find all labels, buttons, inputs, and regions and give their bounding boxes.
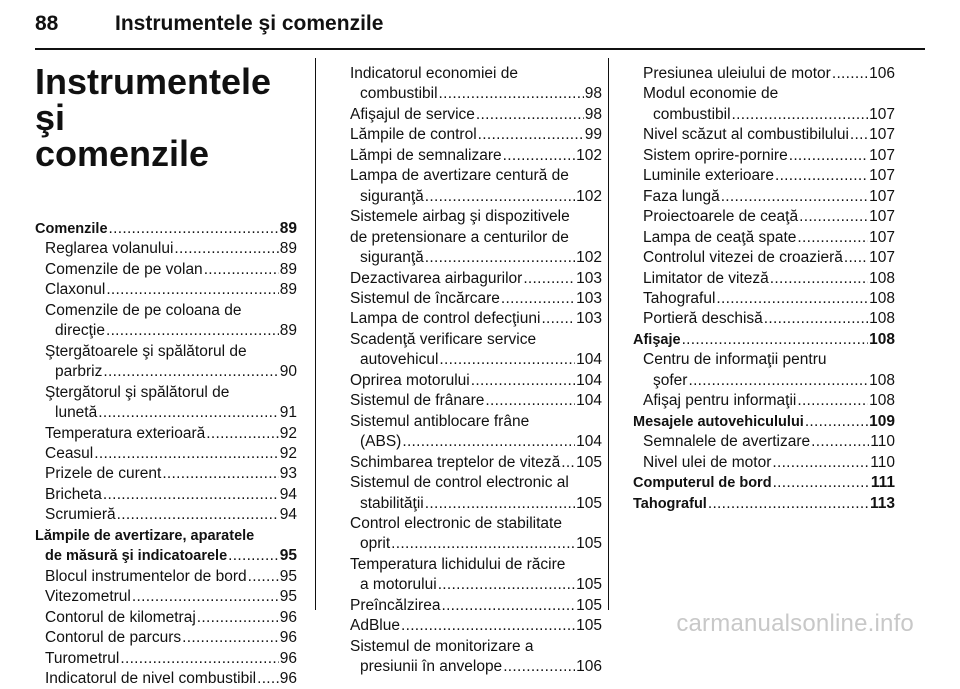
watermark: carmanualsonline.info — [676, 610, 914, 637]
dot-leader — [103, 362, 278, 382]
toc-page-number: 107 — [869, 187, 895, 205]
toc-entry-title-line: Temperatura lichidului de răcire — [350, 555, 566, 573]
dot-leader — [485, 391, 575, 411]
toc-entry-title: Lampa de control defecţiuni — [350, 310, 541, 328]
dot-leader — [561, 453, 575, 473]
toc-entry-title: oprit — [360, 535, 391, 553]
toc-column-3 — [633, 64, 895, 514]
toc-column-1 — [35, 61, 297, 689]
toc-entry[interactable] — [340, 125, 602, 145]
toc-entry[interactable] — [633, 166, 895, 186]
toc-page-number: 107 — [869, 105, 895, 123]
dot-leader — [764, 309, 868, 329]
dot-leader — [439, 350, 575, 370]
dot-leader — [523, 269, 575, 289]
toc-entry-title: Schimbarea treptelor de viteză — [350, 453, 561, 471]
toc-page-number: 96 — [279, 629, 297, 647]
toc-entry-title: Sistemul de încărcare — [350, 289, 500, 307]
dot-leader — [94, 444, 279, 464]
dot-leader — [811, 432, 869, 452]
toc-entry-title: Comenzile de pe volan — [45, 260, 203, 278]
dot-leader — [832, 64, 868, 84]
toc-page-number: 95 — [279, 567, 297, 585]
toc-entry[interactable] — [633, 64, 895, 84]
toc-entry-title: Reglarea volanului — [45, 240, 174, 258]
toc-entry[interactable] — [340, 596, 602, 616]
dot-leader — [541, 309, 575, 329]
dot-leader — [850, 125, 868, 145]
toc-page-number: 95 — [279, 588, 297, 606]
toc-page-number: 107 — [869, 208, 895, 226]
toc-entry-title: Mesajele autovehiculului — [633, 413, 804, 430]
toc-entry[interactable] — [35, 239, 297, 259]
toc-entry[interactable] — [633, 350, 895, 391]
dot-leader — [688, 371, 868, 391]
toc-entry[interactable] — [35, 628, 297, 648]
toc-entries-1 — [35, 219, 297, 689]
toc-entry-title: direcţie — [55, 322, 105, 340]
toc-entry[interactable] — [340, 616, 602, 636]
dot-leader — [391, 534, 575, 554]
toc-entry[interactable] — [35, 587, 297, 607]
toc-page-number: 108 — [869, 392, 895, 410]
toc-entry[interactable] — [633, 269, 895, 289]
toc-page-number: 105 — [576, 535, 602, 553]
toc-entry-title: Proiectoarele de ceaţă — [643, 208, 799, 226]
dot-leader — [103, 485, 279, 505]
dot-leader — [401, 616, 575, 636]
toc-entry-title: Limitator de viteză — [643, 269, 769, 287]
column-divider-2 — [608, 58, 609, 610]
toc-entry-title: Contorul de parcurs — [45, 629, 182, 647]
toc-entry[interactable] — [633, 125, 895, 145]
toc-entry-title: Afişaj pentru informaţii — [643, 392, 797, 410]
toc-section-entry[interactable] — [35, 219, 297, 239]
toc-page-number: 103 — [576, 289, 602, 307]
dot-leader — [206, 424, 279, 444]
dot-leader — [478, 125, 584, 145]
toc-entry[interactable] — [340, 289, 602, 309]
toc-section-entry[interactable] — [633, 494, 895, 514]
toc-page-number: 108 — [869, 330, 895, 348]
toc-page-number: 107 — [869, 146, 895, 164]
toc-entry[interactable] — [35, 567, 297, 587]
toc-entry[interactable] — [633, 187, 895, 207]
toc-entry-title: Contorul de kilometraj — [45, 608, 196, 626]
toc-page-number: 108 — [869, 371, 895, 389]
dot-leader — [770, 269, 868, 289]
toc-entry-title: Semnalele de avertizare — [643, 433, 811, 451]
toc-page-number: 99 — [584, 126, 602, 144]
dot-leader — [476, 105, 584, 125]
dot-leader — [471, 371, 575, 391]
toc-entry[interactable] — [633, 432, 895, 452]
toc-entry[interactable] — [35, 383, 297, 424]
header-rule — [35, 48, 925, 50]
dot-leader — [797, 228, 868, 248]
dot-leader — [775, 166, 868, 186]
toc-page-number: 92 — [279, 424, 297, 442]
toc-entry[interactable] — [633, 248, 895, 268]
toc-page-number: 104 — [576, 351, 602, 369]
toc-entry-title: Dezactivarea airbagurilor — [350, 269, 523, 287]
dot-leader — [789, 146, 868, 166]
toc-entry-title: Lampa de ceaţă spate — [643, 228, 797, 246]
toc-entry-title-line: Lămpile de avertizare, aparatele — [35, 527, 255, 544]
chapter-title — [35, 61, 297, 174]
toc-entry-title: Faza lungă — [643, 187, 720, 205]
toc-entry-title-line: Scadenţă verificare service — [350, 330, 537, 348]
toc-entry[interactable] — [35, 444, 297, 464]
toc-entry[interactable] — [35, 260, 297, 280]
toc-entry-title: Prizele de curent — [45, 465, 162, 483]
toc-entry-title: Tahograful — [643, 289, 716, 307]
toc-entry-title: siguranţă — [360, 249, 424, 267]
toc-entry-title: a motorului — [360, 576, 437, 594]
toc-page-number: 108 — [869, 310, 895, 328]
toc-page-number: 105 — [576, 576, 602, 594]
toc-page-number: 96 — [279, 608, 297, 626]
dot-leader — [438, 575, 575, 595]
toc-page-number: 89 — [279, 322, 297, 340]
toc-section-entry[interactable] — [633, 330, 895, 350]
dot-leader — [248, 567, 279, 587]
dot-leader — [162, 464, 278, 484]
toc-entry-title: Lămpile de control — [350, 126, 477, 144]
toc-entry-title: Bricheta — [45, 485, 102, 503]
toc-section-entry[interactable] — [633, 473, 895, 493]
page-header — [35, 4, 925, 44]
toc-entry-title: combustibil — [360, 85, 438, 103]
toc-page-number: 94 — [279, 485, 297, 503]
toc-entry[interactable] — [633, 84, 895, 125]
toc-page-number: 94 — [279, 506, 297, 524]
toc-entry[interactable] — [340, 514, 602, 555]
toc-entry-title: lunetă — [55, 404, 98, 422]
toc-entry-title: Indicatorul de nivel combustibil — [45, 669, 257, 687]
toc-entry-title: Luminile exterioare — [643, 167, 774, 185]
dot-leader — [120, 649, 278, 669]
toc-entry-title-line: Sistemul de control electronic al — [350, 474, 569, 492]
toc-entry[interactable] — [340, 555, 602, 596]
toc-entry-title: Comenzile — [35, 221, 108, 237]
column-divider-1 — [315, 58, 316, 610]
dot-leader — [425, 494, 575, 514]
toc-entry-title: Oprirea motorului — [350, 371, 470, 389]
toc-entry[interactable] — [35, 649, 297, 669]
dot-leader — [797, 391, 868, 411]
toc-entry[interactable] — [340, 473, 602, 514]
toc-entry-title: Afişaje — [633, 331, 681, 348]
toc-entry-title: combustibil — [653, 105, 731, 123]
dot-leader — [204, 260, 279, 280]
toc-entry-title-line: Sistemul de monitorizare a — [350, 637, 534, 655]
toc-page-number: 109 — [869, 412, 895, 430]
dot-leader — [425, 187, 575, 207]
toc-entry-title: AdBlue — [350, 617, 400, 635]
dot-leader — [441, 596, 575, 616]
toc-entry-title: Nivel ulei de motor — [643, 453, 772, 471]
toc-entry[interactable] — [340, 269, 602, 289]
toc-entry[interactable] — [340, 105, 602, 125]
toc-section-entry[interactable] — [633, 412, 895, 432]
toc-entry-title: Nivel scăzut al combustibilului — [643, 126, 849, 144]
toc-page-number: 89 — [279, 260, 297, 278]
toc-entry-title: Vitezometrul — [45, 588, 131, 606]
toc-entry[interactable] — [35, 608, 297, 628]
toc-page-number: 105 — [576, 453, 602, 471]
toc-entry[interactable] — [35, 485, 297, 505]
toc-column-2 — [340, 64, 602, 678]
chapter-title-line-1: Instrumentele şi — [35, 61, 272, 138]
toc-page-number: 105 — [576, 596, 602, 614]
toc-page-number: 102 — [576, 249, 602, 267]
toc-page-number: 111 — [870, 474, 895, 492]
toc-page-number: 106 — [576, 658, 602, 676]
toc-entry-title: Scrumieră — [45, 506, 116, 524]
toc-entry[interactable] — [340, 207, 602, 268]
toc-entry-title: Presiunea uleiului de motor — [643, 65, 831, 82]
dot-leader — [708, 494, 869, 514]
toc-entry[interactable] — [35, 280, 297, 300]
toc-page-number: 110 — [870, 453, 895, 471]
toc-page-number: 93 — [279, 465, 297, 483]
toc-entries-2 — [340, 64, 602, 678]
dot-leader — [109, 219, 279, 239]
toc-entry[interactable] — [35, 669, 297, 689]
toc-entry-title-line: Sistemele airbag şi dispozitivele — [350, 208, 570, 226]
dot-leader — [174, 239, 278, 259]
dot-leader — [106, 280, 278, 300]
toc-entry[interactable] — [35, 424, 297, 444]
toc-entry-title: Temperatura exterioară — [45, 424, 206, 442]
toc-entry-title: Preîncălzirea — [350, 596, 441, 614]
toc-page-number: 98 — [584, 85, 602, 103]
toc-page-number: 96 — [279, 669, 297, 687]
page-number: 88 — [35, 12, 59, 35]
toc-page-number: 113 — [869, 494, 895, 512]
toc-entry[interactable] — [340, 166, 602, 207]
toc-entry[interactable] — [35, 342, 297, 383]
toc-page-number: 105 — [576, 494, 602, 512]
toc-entry[interactable] — [340, 330, 602, 371]
dot-leader — [439, 84, 584, 104]
toc-entry-title: Blocul instrumentelor de bord — [45, 567, 247, 585]
toc-entry[interactable] — [35, 301, 297, 342]
toc-entry[interactable] — [340, 637, 602, 678]
toc-entry-title: Computerul de bord — [633, 475, 772, 492]
toc-entries-3 — [633, 64, 895, 514]
toc-page-number: 102 — [576, 187, 602, 205]
toc-entry[interactable] — [35, 464, 297, 484]
toc-page-number: 110 — [870, 433, 895, 451]
toc-entry-title-line: Comenzile de pe coloana de — [45, 301, 242, 319]
toc-entry-title: presiunii în anvelope — [360, 658, 503, 676]
toc-entry-title: Portieră deschisă — [643, 310, 763, 328]
dot-leader — [106, 321, 279, 341]
running-title: Instrumentele şi comenzile — [115, 12, 384, 35]
toc-entry[interactable] — [633, 228, 895, 248]
toc-entry-title: siguranţă — [360, 187, 424, 205]
dot-leader — [197, 608, 279, 628]
toc-entry-title: Sistem oprire-pornire — [643, 146, 788, 164]
toc-page-number: 108 — [869, 269, 895, 287]
chapter-title-line-2: comenzile — [35, 133, 210, 174]
dot-leader — [182, 628, 279, 648]
toc-entry[interactable] — [340, 309, 602, 329]
toc-entry-title: Sistemul de frânare — [350, 392, 485, 410]
toc-entry-title: şofer — [653, 371, 688, 389]
toc-entry[interactable] — [633, 309, 895, 329]
toc-section-entry[interactable] — [35, 526, 297, 567]
dot-leader — [425, 248, 575, 268]
toc-entry-title: Claxonul — [45, 281, 106, 299]
toc-entry-title: Turometrul — [45, 649, 120, 667]
toc-page-number: 102 — [576, 146, 602, 164]
dot-leader — [721, 187, 868, 207]
dot-leader — [503, 146, 575, 166]
toc-page-number: 106 — [869, 65, 895, 82]
toc-entry-title-line: Sistemul antiblocare frâne — [350, 412, 530, 430]
dot-leader — [257, 669, 279, 689]
toc-entry-title: parbriz — [55, 363, 103, 381]
toc-entry[interactable] — [633, 289, 895, 309]
dot-leader — [98, 403, 279, 423]
toc-entry-title: Lămpi de semnalizare — [350, 146, 502, 164]
dot-leader — [732, 105, 869, 125]
dot-leader — [402, 432, 575, 452]
toc-page-number: 91 — [279, 404, 297, 422]
toc-entry-title: (ABS) — [360, 433, 402, 451]
toc-page-number: 108 — [869, 289, 895, 307]
toc-entry[interactable] — [340, 64, 602, 105]
toc-page-number: 104 — [576, 371, 602, 389]
toc-page-number: 107 — [869, 126, 895, 144]
dot-leader — [228, 546, 279, 566]
toc-entry-title-line: Indicatorul economiei de — [350, 65, 519, 82]
toc-entry[interactable] — [340, 146, 602, 166]
toc-page-number: 98 — [584, 105, 602, 123]
toc-page-number: 89 — [279, 220, 297, 237]
toc-page-number: 107 — [869, 167, 895, 185]
toc-entry[interactable] — [633, 391, 895, 411]
toc-page-number: 96 — [279, 649, 297, 667]
dot-leader — [117, 505, 279, 525]
toc-entry-title-line: Ştergătoarele şi spălătorul de — [45, 342, 247, 360]
toc-entry[interactable] — [340, 412, 602, 453]
toc-page-number: 95 — [279, 547, 297, 565]
toc-entry[interactable] — [633, 453, 895, 473]
dot-leader — [501, 289, 575, 309]
dot-leader — [682, 330, 869, 350]
dot-leader — [799, 207, 868, 227]
dot-leader — [772, 453, 869, 473]
dot-leader — [844, 248, 868, 268]
dot-leader — [805, 412, 868, 432]
toc-entry-title: Tahograful — [633, 495, 707, 512]
toc-page-number: 89 — [279, 240, 297, 258]
toc-entry[interactable] — [340, 391, 602, 411]
toc-entry-title-line: Lampa de avertizare centură de — [350, 167, 569, 185]
toc-entry[interactable] — [633, 146, 895, 166]
dot-leader — [132, 587, 279, 607]
toc-page-number: 90 — [279, 363, 297, 381]
toc-entry-title: stabilităţii — [360, 494, 424, 512]
toc-page-number: 92 — [279, 444, 297, 462]
toc-entry-title: Ceasul — [45, 444, 94, 462]
toc-page-number: 104 — [576, 433, 602, 451]
toc-page-number: 107 — [869, 249, 895, 267]
toc-entry[interactable] — [340, 453, 602, 473]
toc-entry[interactable] — [35, 505, 297, 525]
toc-entry-title-line: Modul economie de — [643, 85, 779, 103]
toc-entry-title-line: Centru de informaţii pentru — [643, 351, 827, 369]
toc-page-number: 107 — [869, 228, 895, 246]
toc-entry-title: Controlul vitezei de croazieră — [643, 249, 843, 267]
toc-entry[interactable] — [340, 371, 602, 391]
dot-leader — [503, 657, 575, 677]
toc-entry[interactable] — [633, 207, 895, 227]
toc-entry-title-line: Ştergătorul şi spălătorul de — [45, 383, 230, 401]
dot-leader — [773, 473, 870, 493]
toc-entry-title: de măsură şi indicatoarele — [45, 548, 228, 565]
toc-entry-title-line: de pretensionare a centurilor de — [350, 228, 569, 246]
toc-page-number: 104 — [576, 392, 602, 410]
toc-entry-title: autovehicul — [360, 351, 439, 369]
dot-leader — [716, 289, 868, 309]
toc-entry-title-line: Control electronic de stabilitate — [350, 514, 562, 532]
toc-page-number: 103 — [576, 310, 602, 328]
toc-page-number: 103 — [576, 269, 602, 287]
toc-entry-title: Afişajul de service — [350, 105, 475, 123]
toc-page-number: 89 — [279, 281, 297, 299]
toc-page-number: 105 — [576, 617, 602, 635]
